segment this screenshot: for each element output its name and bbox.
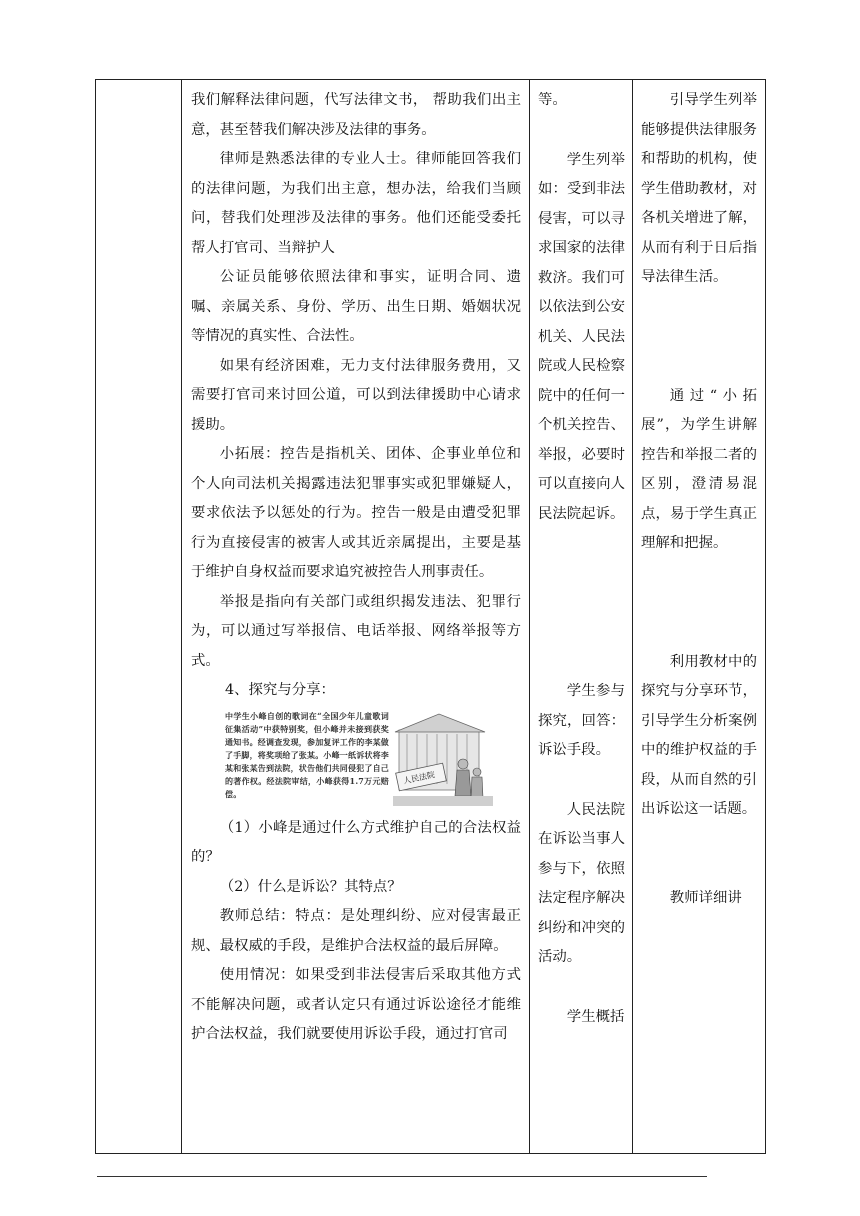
section-heading: 4、探究与分享：: [225, 682, 335, 698]
intent-text: 教师详细讲: [669, 889, 742, 906]
usage-paragraph: 使用情况：如果受到非法侵害后采取其他方式不能解决问题，或者认定只有通过诉讼途径才能维护合法权益，我们就要使用诉讼手段，通过打官司: [191, 967, 521, 1042]
teacher-summary: 教师总结：特点：是处理纠纷、应对侵害最正规、最权威的手段，是维护合法权益的最后屏障。: [191, 908, 521, 954]
student-text: 人民法院在诉讼当事人参与下，依照法定程序解决纠纷和冲突的活动。: [538, 801, 625, 965]
question-one: （1）小峰是通过什么方式维护自己的合法权益的？: [191, 819, 521, 865]
teaching-content-cell: [182, 80, 530, 1154]
court-sign-text: 人民法院: [402, 769, 436, 786]
case-figure: [225, 710, 521, 810]
question-two: （2）什么是诉讼？其特点？: [219, 878, 402, 895]
student-text: 等。: [538, 92, 567, 108]
student-activity-cell: [530, 80, 633, 1154]
footer-rule: [97, 1176, 707, 1177]
courthouse-illustration: [393, 710, 493, 806]
content-paragraph: 律师是熟悉法律的专业人士。律师能回答我们的法律问题，为我们出主意，想办法，给我们当顾问，替我们处理涉及法律的事务。他们还能受委托帮人打官司、当辩护人: [191, 151, 521, 256]
content-paragraph: 小拓展：控告是指机关、团体、企事业单位和个人向司法机关揭露违法犯罪事实或犯罪嫌疑人，要求依法予以惩处的行为。控告一般是由遭受犯罪行为直接侵害的被害人或其近亲属提出，主要是基于维护自身权益而要求追究被控告人刑事责任。: [191, 446, 521, 580]
design-intent-cell: [633, 80, 766, 1154]
content-paragraph: 如果有经济困难，无力支付法律服务费用，又需要打官司来讨回公道，可以到法律援助中心请求援助。: [191, 357, 521, 433]
content-paragraph: 公证员能够依照法律和事实，证明合同、遗嘱、亲属关系、身份、学历、出生日期、婚姻状况等情况的真实性、合法性。: [191, 269, 521, 344]
intent-text: 引导学生列举能够提供法律服务和帮助的机构，使学生借助教材，对各机关增进了解，从而有利于日后指导法律生活。: [641, 92, 757, 285]
stage-column-cell: [96, 80, 182, 1154]
table-row: [96, 80, 766, 1154]
content-paragraph: 我们解释法律问题，代写法律文书， 帮助我们出主意，甚至替我们解决涉及法律的事务。: [191, 92, 521, 138]
student-text: 学生列举如：受到非法侵害，可以寻求国家的法律救济。我们可以依法到公安机关、人民法院或人民检察院中的任何一个机关控告、举报，必要时可以直接向人民法院起诉。: [538, 151, 625, 522]
lesson-plan-table: [95, 79, 766, 1154]
content-paragraph: 举报是指向有关部门或组织揭发违法、犯罪行为，可以通过写举报信、电话举报、网络举报等方式。: [191, 593, 521, 669]
figure-case-text: 中学生小峰自创的歌词在“全国少年儿童歌词征集活动”中获特别奖，但小峰并未接到获奖通知书。经调查发现，参加复评工作的李某做了手脚，将奖项给了张某。小峰一纸诉状将李某和张某告到法院，状告他们共同侵犯了自己的著作权。经法院审结，小峰获得1.7万元赔偿。: [225, 710, 389, 799]
student-text: 学生参与探究，回答：诉讼手段。: [538, 683, 625, 758]
intent-text: 利用教材中的探究与分享环节，引导学生分析案例中的维护权益的手段，从而自然的引出诉讼这一话题。: [641, 653, 757, 817]
intent-text: 通过“小拓展”，为学生讲解控告和举报二者的区别，澄清易混点，易于学生真正理解和把握。: [641, 387, 757, 551]
student-text: 学生概括: [566, 1008, 625, 1025]
